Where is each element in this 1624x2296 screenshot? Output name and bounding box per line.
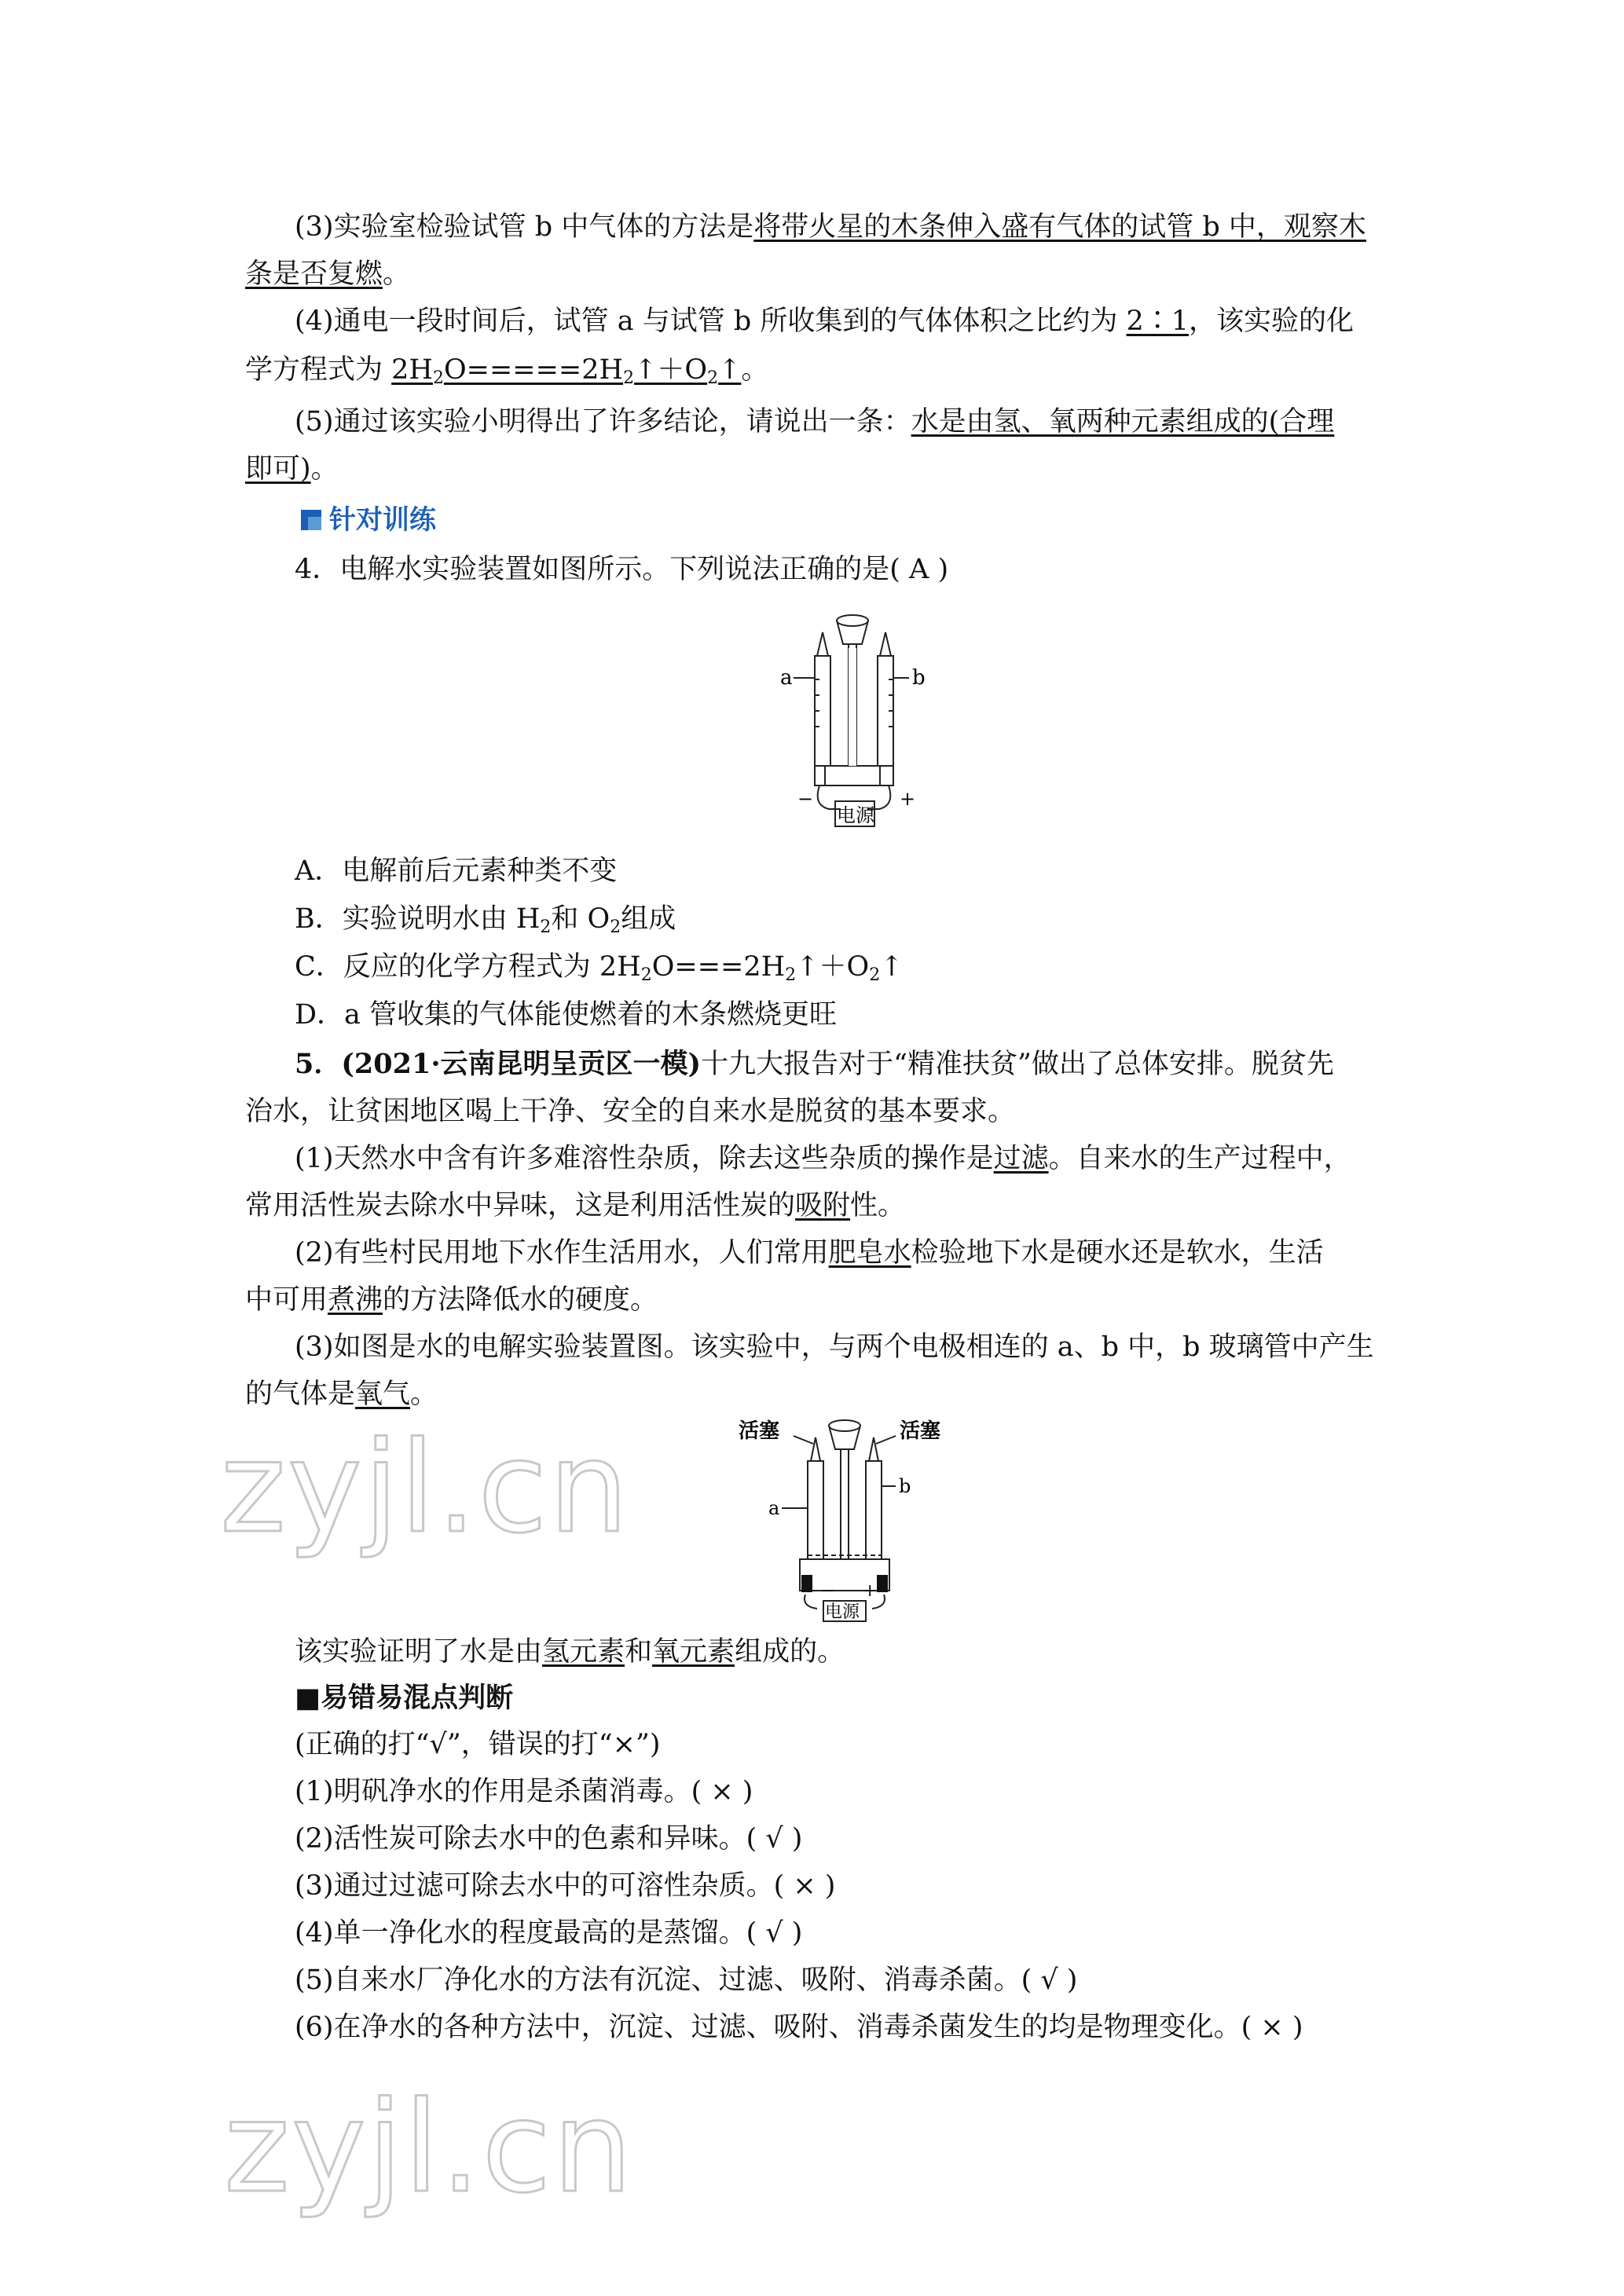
answer-underline: 2∶1 <box>1126 306 1190 337</box>
minus-sign: − <box>797 788 814 810</box>
q4-option-c: C．反应的化学方程式为 $2H_2O===2H_2↑+O_2↑$ <box>295 951 904 985</box>
label-a: a <box>768 1497 780 1519</box>
section-title: 针对训练 <box>301 500 436 540</box>
plus-sign: + <box>863 1581 878 1601</box>
answer-underline: 即可) <box>245 453 311 485</box>
electrolysis-figure-2 <box>739 1414 951 1622</box>
label-b: b <box>912 666 926 690</box>
q3-part4-line2: 学方程式为 $2H_2O=====2H_2↑+O_2↑$。 <box>245 354 769 388</box>
q4-option-d: D．a 管收集的气体能使燃着的木条燃烧更旺 <box>295 999 838 1031</box>
judge-item: (5)自来水厂净化水的方法有沉淀、过滤、吸附、消毒杀菌。( √ ) <box>295 1965 1078 1996</box>
q5-stem-line2: 治水，让贫困地区喝上干净、安全的自来水是脱贫的基本要求。 <box>245 1096 1016 1127</box>
label-stopcock-left: 活塞 <box>739 1419 780 1443</box>
q3-part5-line2: 即可)。 <box>245 453 339 485</box>
answer-underline: 条是否复燃 <box>245 258 383 290</box>
label-stopcock-right: 活塞 <box>900 1419 941 1443</box>
q3-part3-line1: (3)实验室检验试管 b 中气体的方法是将带火星的木条伸入盛有气体的试管 b 中，观察木 <box>295 211 1366 243</box>
power-label: 电源 <box>837 804 874 826</box>
q4-option-b: B．实验说明水由 $H_2$和 $O_2$组成 <box>295 903 676 937</box>
watermark: zyjl.cn <box>220 1414 630 1561</box>
label-b: b <box>899 1475 911 1497</box>
judge-title: ■易错易混点判断 <box>295 1683 514 1714</box>
q5-part3-line1: (3)如图是水的电解实验装置图。该实验中，与两个电极相连的 a、b 中，b 玻璃管中产生 <box>295 1331 1374 1363</box>
power-label: 电源 <box>825 1602 860 1622</box>
answer-underline: 吸附 <box>795 1190 851 1221</box>
minus-sign: − <box>820 1581 835 1601</box>
answer-underline: 氧气 <box>355 1379 411 1410</box>
judge-item: (3)通过过滤可除去水中的可溶性杂质。( × ) <box>295 1870 836 1902</box>
answer-underline: 氢元素 <box>542 1636 625 1668</box>
judge-item: (6)在净水的各种方法中，沉淀、过滤、吸附、消毒杀菌发生的均是物理变化。( × ) <box>295 2012 1303 2043</box>
q4-option-a: A．电解前后元素种类不变 <box>295 855 618 887</box>
q5-part2-line1: (2)有些村民用地下水作生活用水，人们常用肥皂水检验地下水是硬水还是软水，生活 <box>295 1237 1324 1269</box>
answer-underline: 肥皂水 <box>828 1237 911 1269</box>
q5-conclusion: 该实验证明了水是由氢元素和氧元素组成的。 <box>295 1636 845 1668</box>
judge-item: (4)单一净化水的程度最高的是蒸馏。( √ ) <box>295 1917 803 1949</box>
q3-part3-line2: 条是否复燃。 <box>245 258 411 290</box>
plus-sign: + <box>900 788 916 810</box>
judge-instruction: (正确的打“√”，错误的打“×”) <box>295 1729 661 1760</box>
q5-part1-line2: 常用活性炭去除水中异味，这是利用活性炭的吸附性。 <box>245 1190 906 1221</box>
answer-underline: 水是由氢、氧两种元素组成的(合理 <box>911 406 1335 438</box>
q5-part3-line2: 的气体是氧气。 <box>245 1379 438 1410</box>
q3-part4-line1: (4)通电一段时间后，试管 a 与试管 b 所收集到的气体体积之比约为 2∶1，该实验的化 <box>295 306 1355 337</box>
watermark: zyjl.cn <box>224 2074 634 2221</box>
answer-underline: 将带火星的木条伸入盛有气体的试管 b 中，观察木 <box>753 211 1366 243</box>
judge-item: (2)活性炭可除去水中的色素和异味。( √ ) <box>295 1823 803 1855</box>
electrolysis-figure-1 <box>774 609 931 833</box>
answer-underline: 过滤 <box>993 1143 1049 1174</box>
q5-stem-line1: 5．(2021·云南昆明呈贡区一模)十九大报告对于“精准扶贫”做出了总体安排。脱贫先 <box>295 1048 1334 1080</box>
q5-part2-line2: 中可用煮沸的方法降低水的硬度。 <box>245 1284 658 1316</box>
answer-underline: 氧元素 <box>652 1636 735 1668</box>
q3-part5-line1: (5)通过该实验小明得出了许多结论，请说出一条：水是由氢、氧两种元素组成的(合理 <box>295 406 1335 438</box>
judge-item: (1)明矾净水的作用是杀菌消毒。( × ) <box>295 1776 753 1807</box>
label-a: a <box>780 666 793 690</box>
equation-answer: $2H_2O=====2H_2↑+O_2↑$ <box>391 354 742 388</box>
answer-underline: 煮沸 <box>328 1284 383 1316</box>
q5-part1-line1: (1)天然水中含有许多难溶性杂质，除去这些杂质的操作是过滤。自来水的生产过程中， <box>295 1143 1351 1174</box>
q4-stem: 4．电解水实验装置如图所示。下列说法正确的是( A ) <box>295 554 949 585</box>
section-flag-icon <box>301 507 324 533</box>
